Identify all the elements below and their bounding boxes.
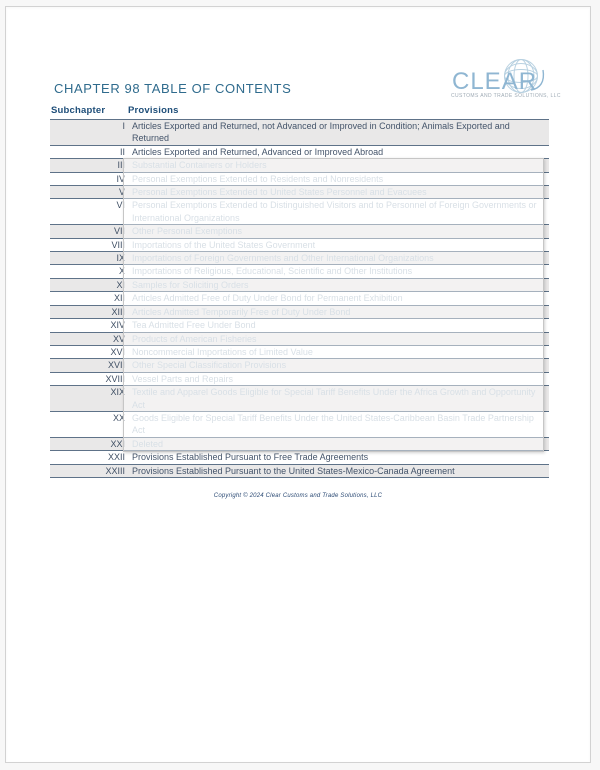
provision-text: Vessel Parts and Repairs xyxy=(132,373,234,384)
provision-text: Deleted xyxy=(132,438,164,449)
provision-text: Importations of Foreign Governments and Other International Organizations xyxy=(132,253,434,264)
subchapter-numeral: VII xyxy=(113,226,125,237)
provision-text: Textile and Apparel Goods Eligible for Special Tariff Benefits Under the Africa Growth and Opportunity Act xyxy=(132,387,536,410)
svg-text:CLEAR: CLEAR xyxy=(452,68,538,95)
provision-text: Substantial Containers or Holders xyxy=(132,160,267,171)
subchapter-numeral: IX xyxy=(116,253,125,264)
provision-text: Articles Exported and Returned, not Advanced or Improved in Condition; Animals Exported and Returned xyxy=(132,121,510,144)
provision-text: Other Personal Exemptions xyxy=(132,226,243,237)
provision-text: Other Special Classification Provisions xyxy=(132,360,287,371)
table-row xyxy=(50,358,549,371)
table-row xyxy=(50,372,549,385)
provision-text: Personal Exemptions Extended to United States Personnel and Evacuees xyxy=(132,187,427,198)
table-row xyxy=(50,145,549,158)
provision-text: Noncommercial Importations of Limited Value xyxy=(132,346,313,357)
subchapter-numeral: XVI xyxy=(110,346,125,357)
table-row xyxy=(50,278,549,291)
subchapter-numeral: XIX xyxy=(110,387,125,398)
subchapter-numeral: I xyxy=(122,121,125,131)
table-row xyxy=(50,264,549,277)
page-title: CHAPTER 98 TABLE OF CONTENTS xyxy=(54,81,292,96)
provision-text: Provisions Established Pursuant to the United States-Mexico-Canada Agreement xyxy=(132,465,455,476)
provision-text: Articles Exported and Returned, Advanced or Improved Abroad xyxy=(132,146,384,157)
table-column-headers xyxy=(50,105,549,119)
subchapter-numeral: XI xyxy=(116,279,125,290)
provisions-header: Provisions xyxy=(128,105,179,116)
provision-text: Samples for Soliciting Orders xyxy=(132,279,249,290)
provision-text: Importations of Religious, Educational, Scientific and Other Institutions xyxy=(132,266,413,277)
table-row xyxy=(50,411,549,437)
subchapter-numeral: XVII xyxy=(107,360,125,371)
table-row xyxy=(50,172,549,185)
subchapter-numeral: III xyxy=(117,160,125,171)
table-row xyxy=(50,185,549,198)
table-row xyxy=(50,450,549,463)
table-row xyxy=(50,158,549,171)
provision-text: Articles Admitted Free of Duty Under Bond for Permanent Exhibition xyxy=(132,293,403,304)
subchapter-numeral: VI xyxy=(116,200,125,211)
provision-text: Goods Eligible for Special Tariff Benefits Under the United States-Caribbean Basin Trade Partnership Act xyxy=(132,412,534,436)
subchapter-numeral: X xyxy=(118,266,125,277)
provision-text: Products of American Fisheries xyxy=(132,333,257,344)
subchapter-numeral: V xyxy=(118,187,125,198)
provision-text: Provisions Established Pursuant to Free Trade Agreements xyxy=(132,452,369,463)
table-row xyxy=(50,464,549,477)
table-row xyxy=(50,332,549,345)
copyright-notice: Copyright © 2024 Clear Customs and Trade Solutions, LLC xyxy=(213,493,383,499)
provision-text: Importations of the United States Government xyxy=(132,239,316,250)
subchapter-numeral: XVIII xyxy=(105,373,125,384)
subchapter-header: Subchapter xyxy=(51,105,106,116)
subchapter-numeral: VIII xyxy=(111,239,125,250)
table-row xyxy=(50,198,549,224)
subchapter-numeral: XXII xyxy=(107,452,125,463)
provision-text: Personal Exemptions Extended to Distinguished Visitors and to Personnel of Foreign Governments or International Organizations xyxy=(132,200,537,223)
provision-text: Articles Admitted Temporarily Free of Duty Under Bond xyxy=(132,306,351,317)
subchapter-numeral: XXIII xyxy=(105,465,125,476)
table-row xyxy=(50,224,549,237)
table-row xyxy=(50,238,549,251)
subchapter-numeral: II xyxy=(119,146,125,157)
table-row xyxy=(50,305,549,318)
table-row xyxy=(50,318,549,331)
table-row xyxy=(50,437,549,450)
subchapter-numeral: XV xyxy=(112,333,125,344)
table-row xyxy=(50,251,549,264)
subchapter-numeral: XX xyxy=(112,412,125,423)
provision-text: Tea Admitted Free Under Bond xyxy=(132,320,256,331)
subchapter-numeral: XIII xyxy=(111,306,125,317)
subchapter-numeral: IV xyxy=(116,173,125,184)
subchapter-numeral: XII xyxy=(113,293,125,304)
company-logo xyxy=(451,57,561,105)
provision-text: Personal Exemptions Extended to Residents and Nonresidents xyxy=(132,173,384,184)
subchapter-numeral: XIV xyxy=(110,320,125,331)
document-page xyxy=(5,6,591,763)
subchapter-numeral: XXI xyxy=(110,438,125,449)
table-row xyxy=(50,119,549,145)
table-row xyxy=(50,385,549,411)
toc-table xyxy=(50,119,549,478)
table-row xyxy=(50,345,549,358)
table-row xyxy=(50,291,549,304)
logo-tagline: CUSTOMS AND TRADE SOLUTIONS, LLC xyxy=(451,93,561,99)
